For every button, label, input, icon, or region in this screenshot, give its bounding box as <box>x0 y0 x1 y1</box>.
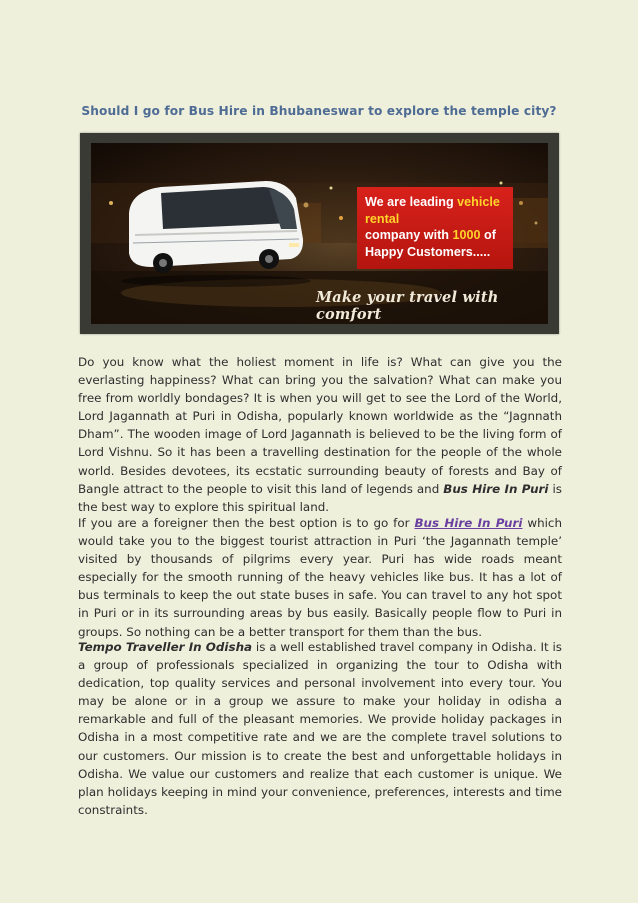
paragraph-3 <box>78 638 562 819</box>
banner-slogan: Make your travel with comfort <box>316 289 499 323</box>
promo-line-3: Happy Customers..... <box>365 244 491 259</box>
paragraph-2-text-a: If you are a foreigner then the best option is to go for <box>78 516 415 530</box>
page-title: Should I go for Bus Hire in Bhubaneswar to explore the temple city? <box>81 104 557 118</box>
paragraph-2-text-b: which would take you to the biggest tourist attraction in Puri ‘the Jagannath temple’ visited by thousands of pilgrims every year. Puri has wide roads meant especially for the smooth running of the heavy vehicles like bus. It has a lot of bus terminals to keep the out state buses in safe. You can travel to any hot spot in Puri or in its surrounding areas by bus easily. Basically people flow to Puri in groups. So nothing can be a better transport for them than the bus. <box>78 516 562 639</box>
promo-line-1: We are leading vehicle rental <box>365 195 500 226</box>
paragraph-1-text-a: Do you know what the holiest moment in life is? What can give you the everlasting happiness? What can bring you the salvation? What can make you free from worldly bondages? It is when you will get to see the Lord of the World, Lord Jagannath at Puri in Odisha, popularly known worldwide as the “Jagnnath Dham”. The wooden image of Lord Jagannath is believed to be the living form of Lord Vishnu. So it has been a travelling destination for the people of the whole world. Besides devotees, its ecstatic surrounding beauty of forests and Bay of Bangle attract to the people to visit this land of legends and <box>78 355 562 496</box>
paragraph-1-text-b: is the best way to explore this spiritual land. <box>78 481 562 514</box>
bus-hire-puri-emphasis: Bus Hire In Puri <box>443 481 549 496</box>
promo-box <box>357 187 513 269</box>
promo-line-2: company with 1000 of <box>365 228 496 243</box>
paragraph-3-text-b: is a well established travel company in Odisha. It is a group of professionals specialized in organizing the tour to Odisha with dedication, top quality services and personal involvement into every tour. You may be alone or in a group we assure to make your holiday in odisha a remarkable and full of the pleasant memories. We provide holiday packages in Odisha in a most competitive rate and we are the complete travel solutions to our customers. Our mission is to create the best and unforgettable holidays in Odisha. We value our customers and realize that each customer is unique. We plan holidays keeping in mind your convenience, preferences, interests and time constraints. <box>78 640 563 817</box>
tempo-traveller-emphasis: Tempo Traveller In Odisha <box>78 640 253 654</box>
bus-banner-image <box>91 143 548 324</box>
bus-hire-puri-link[interactable]: Bus Hire In Puri <box>414 516 523 530</box>
paragraph-2 <box>78 514 562 641</box>
paragraph-1 <box>78 353 562 516</box>
bus-icon <box>129 181 303 273</box>
banner-frame <box>80 133 559 334</box>
